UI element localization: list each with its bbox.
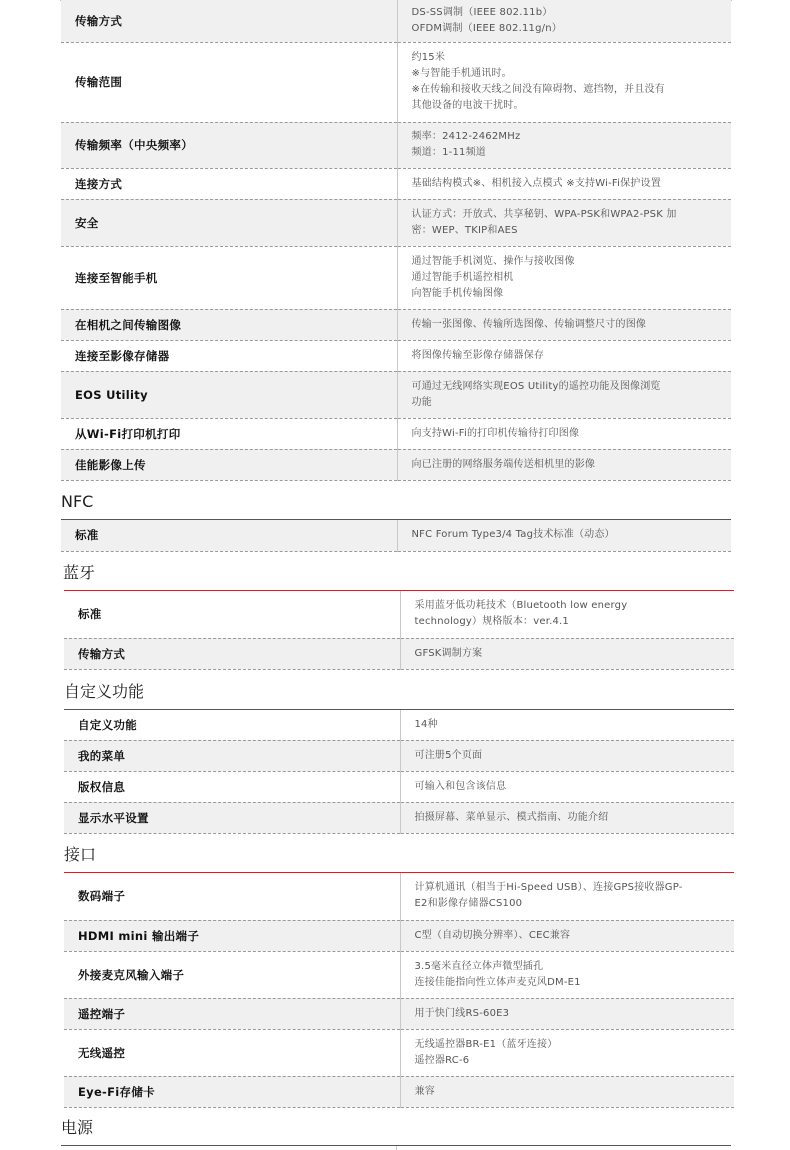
spec-value-line: C型（自动切换分辨率）、CEC兼容 [414,929,571,941]
spec-label: Eye-Fi存储卡 [64,1076,400,1107]
spec-value-line: 功能 [411,396,432,408]
spec-label: 标准 [61,520,397,551]
spec-label: 传输方式 [61,0,397,42]
spec-value [397,122,731,168]
spec-value-line: 认证方式：开放式、共享秘钥、WPA-PSK和WPA2-PSK 加 [411,208,677,220]
spec-row [61,0,731,42]
interface-spec-table [64,873,734,1108]
spec-row [64,740,734,771]
spec-value [400,591,734,638]
spec-value-line: 采用蓝牙低功耗技术（Bluetooth low energy [414,600,628,612]
spec-label: 显示水平设置 [64,802,400,833]
spec-value [397,0,731,42]
spec-label: 连接至智能手机 [61,246,397,309]
spec-label: HDMI mini 输出端子 [64,920,400,951]
spec-value [397,168,731,199]
spec-row [61,168,731,199]
spec-row [61,42,731,122]
spec-row [64,638,734,669]
spec-value [400,951,734,998]
section-heading-interface: 接口 [64,845,97,864]
spec-label: 安全 [61,199,397,246]
spec-row [64,873,734,920]
spec-value [400,771,734,802]
spec-value [400,740,734,771]
spec-value-line: OFDM调制（IEEE 802.11g/n） [411,22,562,34]
spec-value [400,802,734,833]
spec-row [64,998,734,1029]
spec-value [397,199,731,246]
spec-value-line: E2和影像存储器CS100 [414,898,523,910]
section-heading-bluetooth: 蓝牙 [63,563,96,582]
spec-value-line: 将图像传输至影像存储器保存 [411,349,545,361]
spec-value [400,1076,734,1107]
spec-value-line: 其他设备的电波干扰时。 [411,100,524,111]
spec-row [61,520,731,551]
spec-value-line: 密：WEP、TKIP和AES [411,224,518,236]
spec-value-line: 通过智能手机浏览、操作与接收图像 [411,255,575,267]
spec-value-line: 计算机通讯（相当于Hi-Speed USB）、连接GPS接收器GP- [414,882,683,894]
spec-value [397,520,731,551]
spec-value-line: technology）规格版本：ver.4.1 [414,616,569,628]
spec-value-line: DS-SS调制（IEEE 802.11b） [411,6,553,18]
spec-value-line: 传输一张图像、传输所选图像、传输调整尺寸的图像 [411,318,647,330]
spec-row [61,309,731,340]
spec-value-line: 无线遥控器BR-E1（蓝牙连接） [414,1038,558,1050]
spec-value-line: 可通过无线网络实现EOS Utility的遥控功能及图像浏览 [411,380,661,392]
spec-row [61,340,731,371]
spec-label: 我的菜单 [64,740,400,771]
spec-label: 自定义功能 [64,710,400,740]
spec-value-line: 基础结构模式※、相机接入点模式 ※支持Wi-Fi保护设置 [411,177,661,189]
spec-row [61,418,731,449]
spec-value-line: 向智能手机传输图像 [411,287,504,299]
spec-value-line: 兼容 [414,1085,435,1097]
spec-label: 标准 [64,591,400,638]
spec-row [64,591,734,638]
spec-value-line: 通过智能手机遥控相机 [411,271,514,283]
spec-value-line: 可注册5个页面 [414,749,483,761]
spec-value-line: 频率：2412-2462MHz [411,131,521,142]
spec-row [61,122,731,168]
power-table-column-divider [396,1146,397,1150]
spec-value-line: 向支持Wi-Fi的打印机传输待打印图像 [411,427,580,439]
spec-row [64,920,734,951]
spec-row [64,1029,734,1076]
custom-functions-spec-table [64,710,734,834]
spec-label: 无线遥控 [64,1029,400,1076]
section-heading-power: 电源 [61,1118,94,1137]
spec-value [400,920,734,951]
spec-value [397,418,731,449]
spec-label: 佳能影像上传 [61,449,397,480]
spec-label: 传输范围 [61,42,397,122]
spec-row [64,710,734,740]
spec-label: 数码端子 [64,873,400,920]
spec-value-line: 连接佳能指向性立体声麦克风DM-E1 [414,976,581,988]
spec-row [64,951,734,998]
spec-row [61,371,731,418]
spec-value-line: 用于快门线RS-60E3 [414,1007,510,1019]
spec-label: 遥控端子 [64,998,400,1029]
spec-value [397,309,731,340]
spec-value-line: 向已注册的网络服务端传送相机里的影像 [411,458,596,470]
spec-value-line: ※与智能手机通讯时。 [411,68,512,79]
spec-label: EOS Utility [61,371,397,418]
spec-value-line: GFSK调制方案 [414,647,483,659]
bluetooth-spec-table [64,591,734,670]
spec-row [64,771,734,802]
spec-row [64,802,734,833]
spec-label: 外接麦克风输入端子 [64,951,400,998]
spec-value [397,371,731,418]
spec-value-line: 3.5毫米直径立体声微型插孔 [414,960,544,972]
spec-row [64,1076,734,1107]
spec-value-line: 频道：1-11频道 [411,147,486,158]
spec-value-line: 遥控器RC-6 [414,1054,470,1066]
spec-value [397,246,731,309]
spec-value [400,1029,734,1076]
spec-label: 连接至影像存储器 [61,340,397,371]
spec-label: 在相机之间传输图像 [61,309,397,340]
spec-row [61,449,731,480]
spec-value [400,710,734,740]
spec-value [397,42,731,122]
spec-value-line: ※在传输和接收天线之间没有障碍物、遮挡物，并且没有 [411,84,665,95]
spec-value-line: 14种 [414,718,438,730]
section-heading-custom-functions: 自定义功能 [64,682,145,701]
spec-label: 传输方式 [64,638,400,669]
spec-value [397,340,731,371]
spec-value [400,873,734,920]
spec-value [400,998,734,1029]
spec-value-line: 可输入和包含该信息 [414,780,507,792]
spec-value [400,638,734,669]
spec-label: 版权信息 [64,771,400,802]
spec-value [397,449,731,480]
spec-value-line: NFC Forum Type3/4 Tag技术标准（动态） [411,529,615,541]
spec-value-line: 约15米 [411,52,446,63]
spec-value-line: 拍摄屏幕、菜单显示、模式指南、功能介绍 [414,811,609,823]
spec-label: 连接方式 [61,168,397,199]
section-heading-nfc: NFC [61,492,94,511]
spec-label: 从Wi-Fi打印机打印 [61,418,397,449]
spec-row [61,246,731,309]
spec-row [61,199,731,246]
spec-label: 传输频率（中央频率） [61,122,397,168]
wifi-spec-table [61,0,731,481]
nfc-spec-table [61,520,731,552]
